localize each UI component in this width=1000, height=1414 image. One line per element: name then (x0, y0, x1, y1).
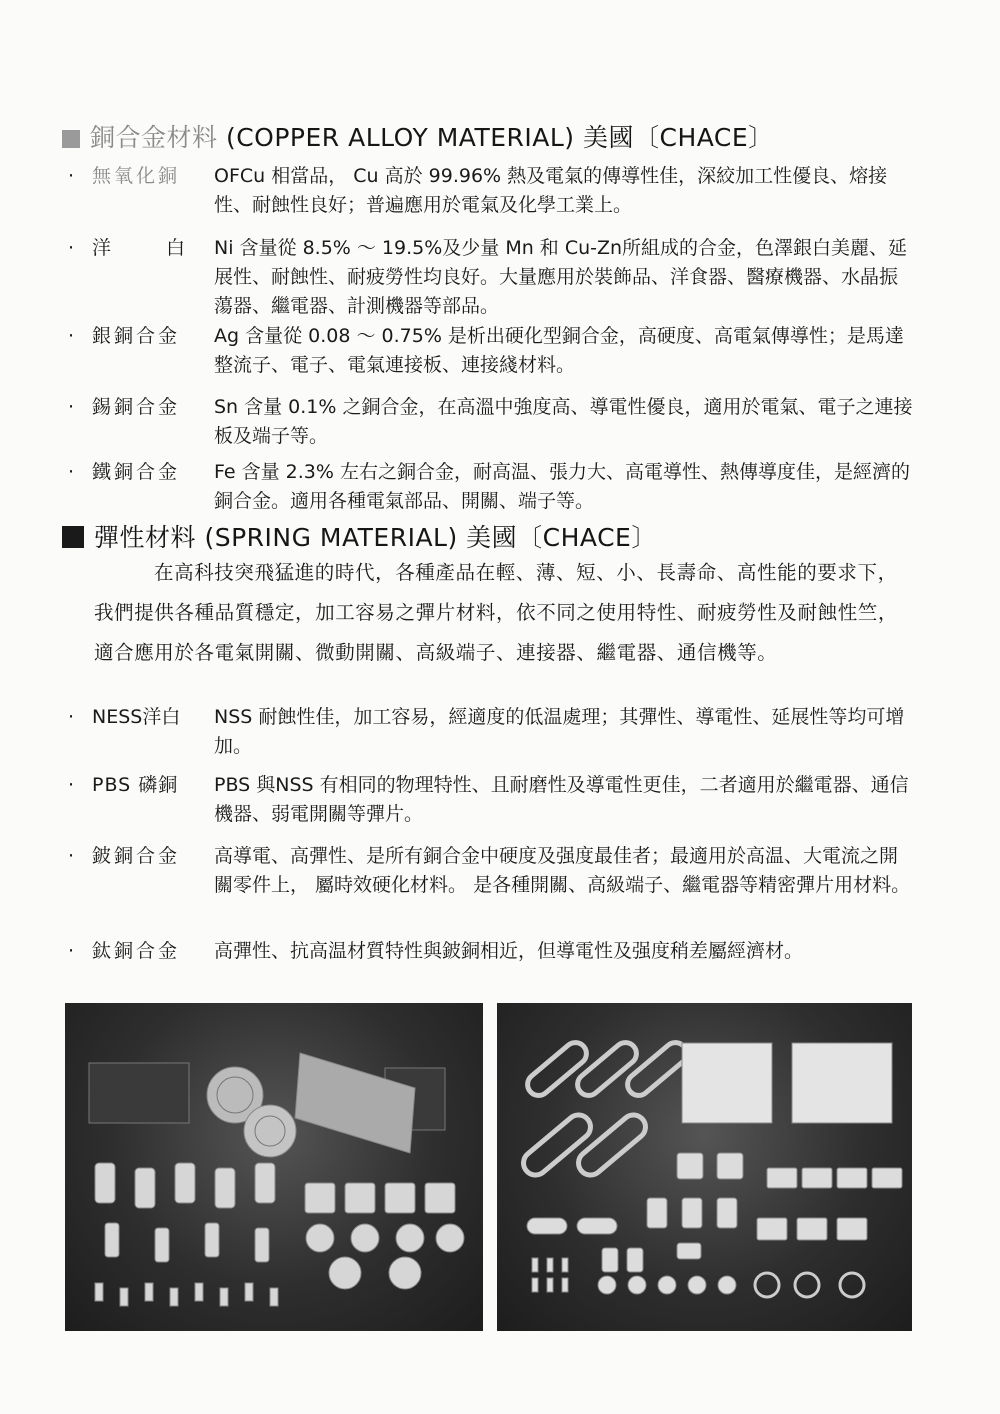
copper-parts-illustration (65, 1003, 483, 1331)
copper-parts-photo (65, 1003, 483, 1331)
spring-intro-paragraph: 在高科技突飛猛進的時代，各種產品在輕、薄、短、小、長壽命、高性能的要求下，我們提供各種品質穩定，加工容易之彈片材料，依不同之使用特性、耐疲勞性及耐蝕性竺，適合應用於各電氣開關、微動開關、高級端子、連接器、繼電器、通信機等。 (94, 561, 899, 664)
spring-material-section-title: 彈性材料 (SPRING MATERIAL) 美國〔CHACE〕 (62, 518, 657, 554)
spring-parts-photo (497, 1003, 912, 1331)
spring-item-beryllium-copper: · 鈹銅合金 高導電、高彈性、是所有銅合金中硬度及强度最佳者；最適用於高温、大電流之開關零件上， 屬時效硬化材料。 是各種開關、高級端子、繼電器等精密彈片用材料。 (68, 845, 911, 896)
copper-alloy-section-title: 銅合金材料 (COPPER ALLOY MATERIAL) 美國〔CHACE〕 (62, 118, 774, 154)
copper-item-nickel-silver: · 洋 白 Ni 含量從 8.5% ～ 19.5%及少量 Mn 和 Cu-Zn所組成的合金，色澤銀白美麗、延展性、耐蝕性、耐疲勞性均良好。大量應用於裝飾品、洋食器、醫療機器、水晶振蕩器、繼電器、計測機器等部品。 (68, 234, 918, 321)
copper-item-tin-copper: · 錫銅合金 Sn 含量 0.1% 之銅合金，在高溫中強度高、導電性優良，適用於電氣、電子之連接板及端子等。 (68, 396, 913, 447)
section-marker-icon (62, 526, 84, 548)
spring-parts-illustration (497, 1003, 912, 1331)
spring-item-titanium-copper: · 鈦銅合金 高彈性、抗高温材質特性與鈹銅相近，但導電性及强度稍差屬經濟材。 (68, 940, 804, 962)
copper-item-iron-copper: · 鐵銅合金 Fe 含量 2.3% 左右之銅合金，耐高温、張力大、高電導性、熱傳導度佳，是經濟的銅合金。適用各種電氣部品、開關、端子等。 (68, 461, 910, 512)
copper-item-ofcu: · 無氧化銅 OFCu 相當品， Cu 高於 99.96% 熱及電氣的傳導性佳，深絞加工性優良、熔接性、耐蝕性良好；普遍應用於電氣及化學工業上。 (68, 165, 888, 216)
nickel-silver-name: 洋 白 (92, 237, 188, 259)
copper-item-silver-copper: · 銀銅合金 Ag 含量從 0.08 ～ 0.75% 是析出硬化型銅合金，高硬度、高電氣傳導性；是馬達整流子、電子、電氣連接板、連接綫材料。 (68, 325, 904, 376)
spring-item-ness: · NESS洋白 NSS 耐蝕性佳，加工容易，經適度的低温處理；其彈性、導電性、延展性等均可增加。 (68, 706, 905, 757)
spring-item-pbs: · PBS 磷銅 PBS 與NSS 有相同的物理特性、且耐磨性及導電性更佳，二者適用於繼電器、通信機器、弱電開關等彈片。 (68, 774, 909, 825)
section-marker-icon (62, 130, 80, 148)
